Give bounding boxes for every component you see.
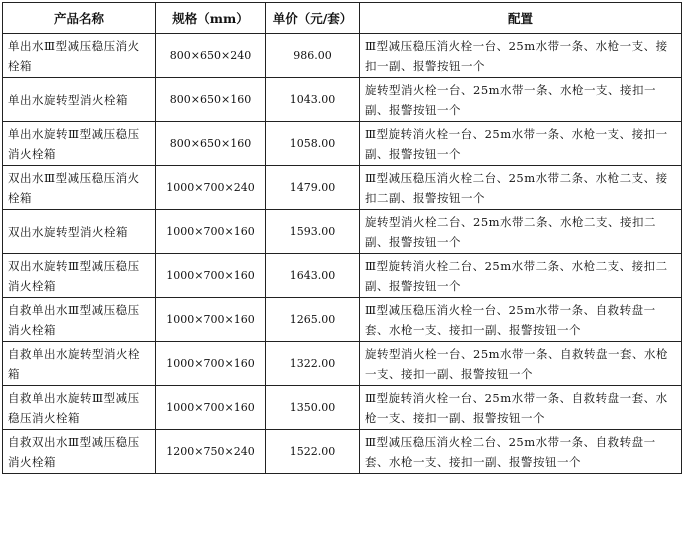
table-row [3, 210, 682, 254]
config-cell: Ⅲ型减压稳压消火栓一台、25m水带一条、水枪一支、接扣一副、报警按钮一个 [360, 34, 682, 78]
product-name-cell: 双出水旋转型消火栓箱 [3, 210, 156, 254]
config-cell: Ⅲ型减压稳压消火栓二台、25m水带一条、自救转盘一套、水枪一支、接扣一副、报警按钮一个 [360, 430, 682, 474]
table-row [3, 386, 682, 430]
config-cell: Ⅲ型旋转消火栓二台、25m水带二条、水枪二支、接扣二副、报警按钮一个 [360, 254, 682, 298]
header-product-name: 产品名称 [3, 3, 156, 34]
spec-cell: 1000×700×240 [156, 166, 266, 210]
price-cell: 1593.00 [266, 210, 360, 254]
spec-cell: 1000×700×160 [156, 342, 266, 386]
product-name-cell: 单出水旋转型消火栓箱 [3, 78, 156, 122]
price-cell: 986.00 [266, 34, 360, 78]
product-name-cell: 双出水旋转Ⅲ型减压稳压消火栓箱 [3, 254, 156, 298]
config-cell: 旋转型消火栓一台、25m水带一条、自救转盘一套、水枪一支、接扣一副、报警按钮一个 [360, 342, 682, 386]
table-row [3, 166, 682, 210]
table-row [3, 34, 682, 78]
product-name-cell: 自救单出水旋转型消火栓箱 [3, 342, 156, 386]
fire-hydrant-price-table [2, 2, 682, 474]
config-cell: 旋转型消火栓二台、25m水带二条、水枪二支、接扣二副、报警按钮一个 [360, 210, 682, 254]
table-row [3, 298, 682, 342]
header-configuration: 配置 [360, 3, 682, 34]
table-row [3, 122, 682, 166]
product-name-cell: 自救单出水Ⅲ型减压稳压消火栓箱 [3, 298, 156, 342]
spec-cell: 1000×700×160 [156, 254, 266, 298]
price-cell: 1522.00 [266, 430, 360, 474]
spec-cell: 800×650×160 [156, 122, 266, 166]
product-name-cell: 自救单出水旋转Ⅲ型减压稳压消火栓箱 [3, 386, 156, 430]
spec-cell: 1000×700×160 [156, 298, 266, 342]
spec-cell: 1000×700×160 [156, 386, 266, 430]
table-row [3, 78, 682, 122]
table-row [3, 342, 682, 386]
spec-cell: 800×650×160 [156, 78, 266, 122]
config-cell: Ⅲ型减压稳压消火栓一台、25m水带一条、自救转盘一套、水枪一支、接扣一副、报警按钮一个 [360, 298, 682, 342]
config-cell: Ⅲ型旋转消火栓一台、25m水带一条、水枪一支、接扣一副、报警按钮一个 [360, 122, 682, 166]
config-cell: 旋转型消火栓一台、25m水带一条、水枪一支、接扣一副、报警按钮一个 [360, 78, 682, 122]
price-cell: 1322.00 [266, 342, 360, 386]
spec-cell: 1200×750×240 [156, 430, 266, 474]
price-cell: 1265.00 [266, 298, 360, 342]
price-cell: 1643.00 [266, 254, 360, 298]
table-row [3, 430, 682, 474]
config-cell: Ⅲ型减压稳压消火栓二台、25m水带二条、水枪二支、接扣二副、报警按钮一个 [360, 166, 682, 210]
table-row [3, 254, 682, 298]
spec-cell: 800×650×240 [156, 34, 266, 78]
product-name-cell: 单出水Ⅲ型减压稳压消火栓箱 [3, 34, 156, 78]
price-cell: 1350.00 [266, 386, 360, 430]
product-name-cell: 双出水Ⅲ型减压稳压消火栓箱 [3, 166, 156, 210]
price-cell: 1479.00 [266, 166, 360, 210]
price-cell: 1058.00 [266, 122, 360, 166]
product-name-cell: 单出水旋转Ⅲ型减压稳压消火栓箱 [3, 122, 156, 166]
price-cell: 1043.00 [266, 78, 360, 122]
header-unit-price: 单价（元/套） [266, 3, 360, 34]
header-spec: 规格（mm） [156, 3, 266, 34]
product-name-cell: 自救双出水Ⅲ型减压稳压消火栓箱 [3, 430, 156, 474]
config-cell: Ⅲ型旋转消火栓一台、25m水带一条、自救转盘一套、水枪一支、接扣一副、报警按钮一个 [360, 386, 682, 430]
spec-cell: 1000×700×160 [156, 210, 266, 254]
table-header-row [3, 3, 682, 34]
